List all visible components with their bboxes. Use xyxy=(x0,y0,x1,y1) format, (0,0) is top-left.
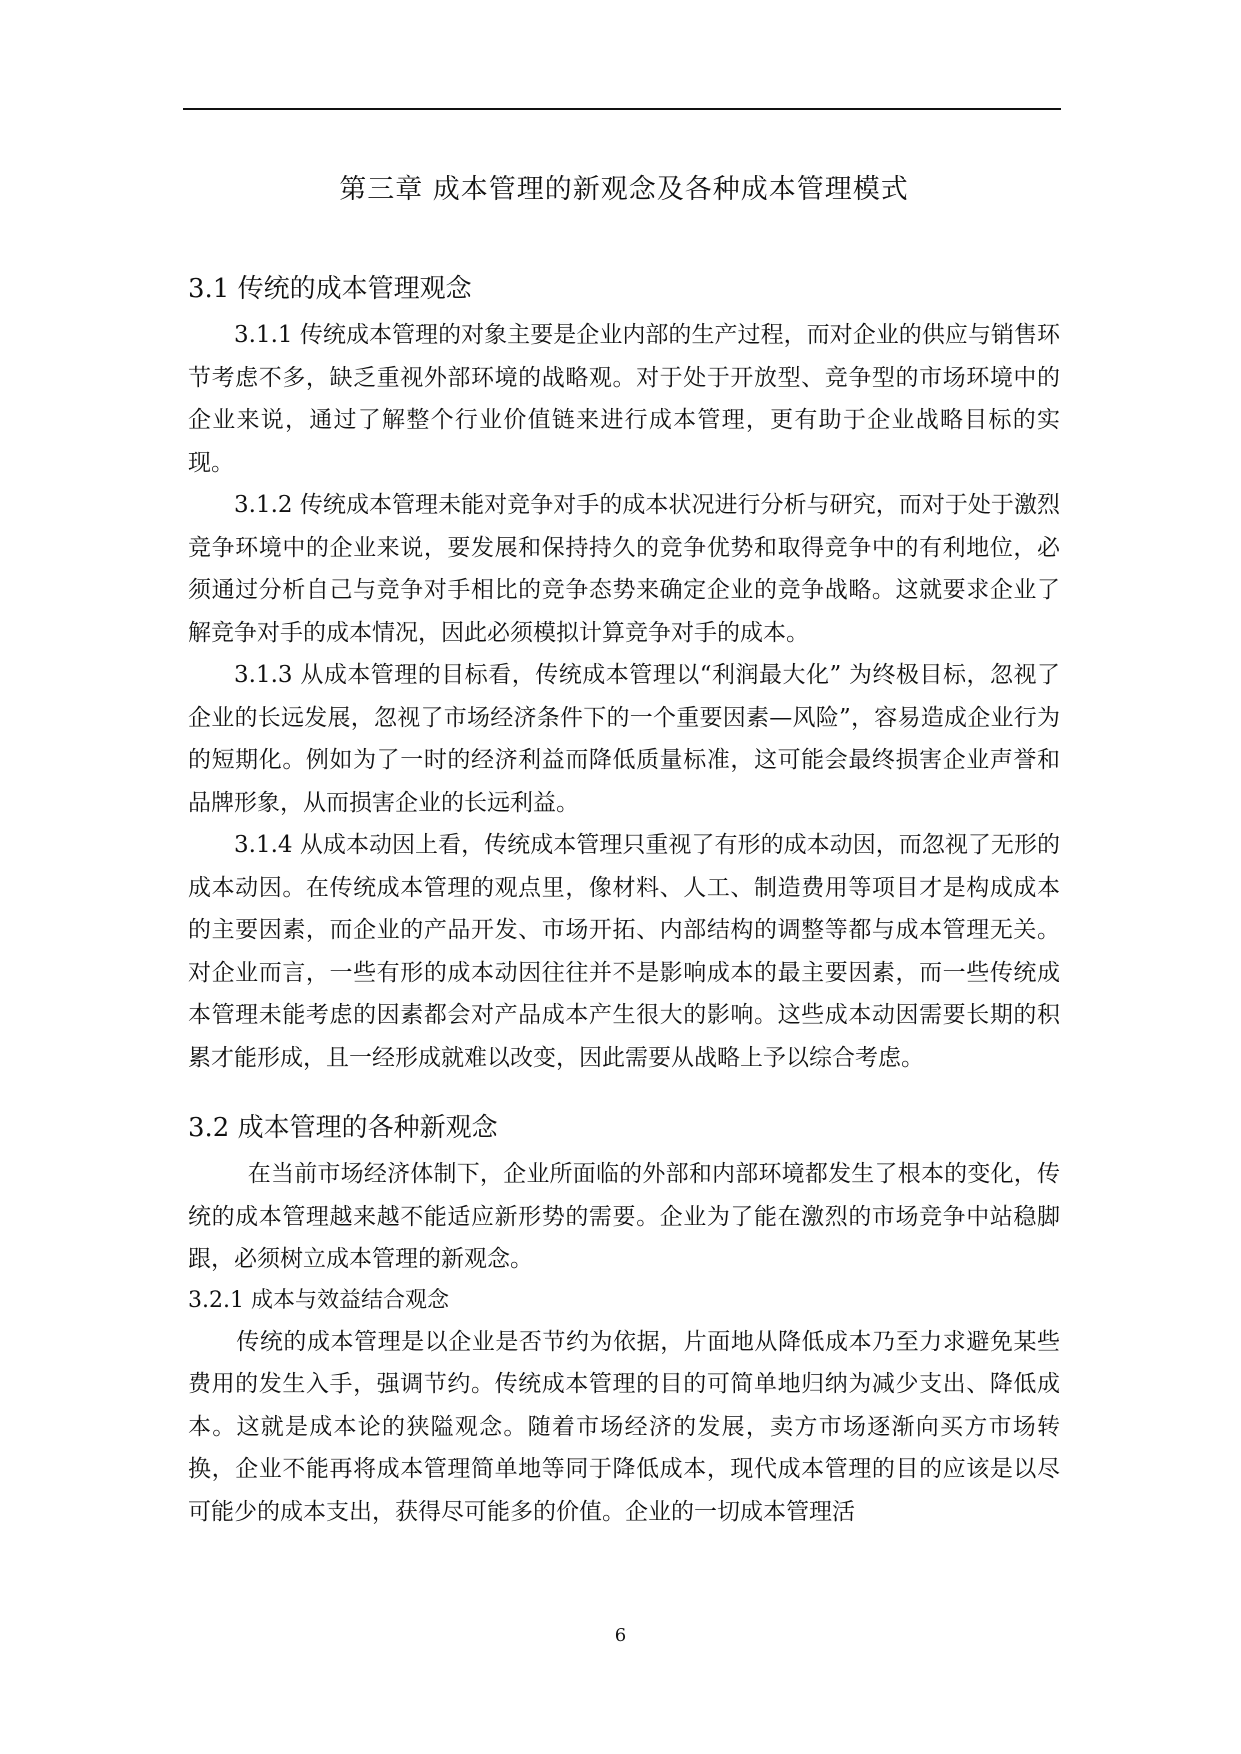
paragraph-3-2-1: 传统的成本管理是以企业是否节约为依据，片面地从降低成本乃至力求避免某些费用的发生入手，强调节约。传统成本管理的目的可简单地归纳为减少支出、降低成本。这就是成本论的狭隘观念。随着市场经济的发展，卖方市场逐渐向买方市场转换，企业不能再将成本管理简单地等同于降低成本，现代成本管理的目的应该是以尽可能少的成本支出，获得尽可能多的价值。企业的一切成本管理活 xyxy=(188,1328,1060,1525)
paragraph-3-1-2: 3.1.2 传统成本管理未能对竞争对手的成本状况进行分析与研究，而对于处于激烈竞争环境中的企业来说，要发展和保持持久的竞争优势和取得竞争中的有利地位，必须通过分析自己与竞争对手相比的竞争态势来确定企业的竞争战略。这就要求企业了解竞争对手的成本情况，因此必须模拟计算竞争对手的成本。 xyxy=(188,492,1060,646)
page-content xyxy=(188,160,1060,1533)
paragraph-3-2-intro: 在当前市场经济体制下，企业所面临的外部和内部环境都发生了根本的变化，传统的成本管理越来越不能适应新形势的需要。企业为了能在激烈的市场竞争中站稳脚跟，必须树立成本管理的新观念。 xyxy=(188,1161,1060,1272)
paragraph-3-1-1: 3.1.1 传统成本管理的对象主要是企业内部的生产过程，而对企业的供应与销售环节考虑不多，缺乏重视外部环境的战略观。对于处于开放型、竞争型的市场环境中的企业来说，通过了解整个行业价值链来进行成本管理，更有助于企业战略目标的实现。 xyxy=(188,322,1060,476)
subsection-title-3-2-1: 3.2.1 成本与效益结合观念 xyxy=(188,1287,449,1313)
section-title-3-2: 3.2 成本管理的各种新观念 xyxy=(188,1113,498,1143)
paragraph-3-1-4: 3.1.4 从成本动因上看，传统成本管理只重视了有形的成本动因，而忽视了无形的成本动因。在传统成本管理的观点里，像材料、人工、制造费用等项目才是构成成本的主要因素，而企业的产品开发、市场开拓、内部结构的调整等都与成本管理无关。对企业而言，一些有形的成本动因往往并不是影响成本的最主要因素，而一些传统成本管理未能考虑的因素都会对产品成本产生很大的影响。这些成本动因需要长期的积累才能形成，且一经形成就难以改变，因此需要从战略上予以综合考虑。 xyxy=(188,832,1060,1071)
page-number: 6 xyxy=(614,1625,627,1646)
section-title-3-1: 3.1 传统的成本管理观念 xyxy=(188,274,472,304)
header-rule xyxy=(183,108,1061,110)
chapter-title: 第三章 成本管理的新观念及各种成本管理模式 xyxy=(339,174,909,205)
paragraph-3-1-3: 3.1.3 从成本管理的目标看，传统成本管理以“利润最大化” 为终极目标，忽视了企业的长远发展，忽视了市场经济条件下的一个重要因素—风险”，容易造成企业行为的短期化。例如为了一时的经济利益而降低质量标准，这可能会最终损害企业声誉和品牌形象，从而损害企业的长远利益。 xyxy=(188,662,1060,816)
